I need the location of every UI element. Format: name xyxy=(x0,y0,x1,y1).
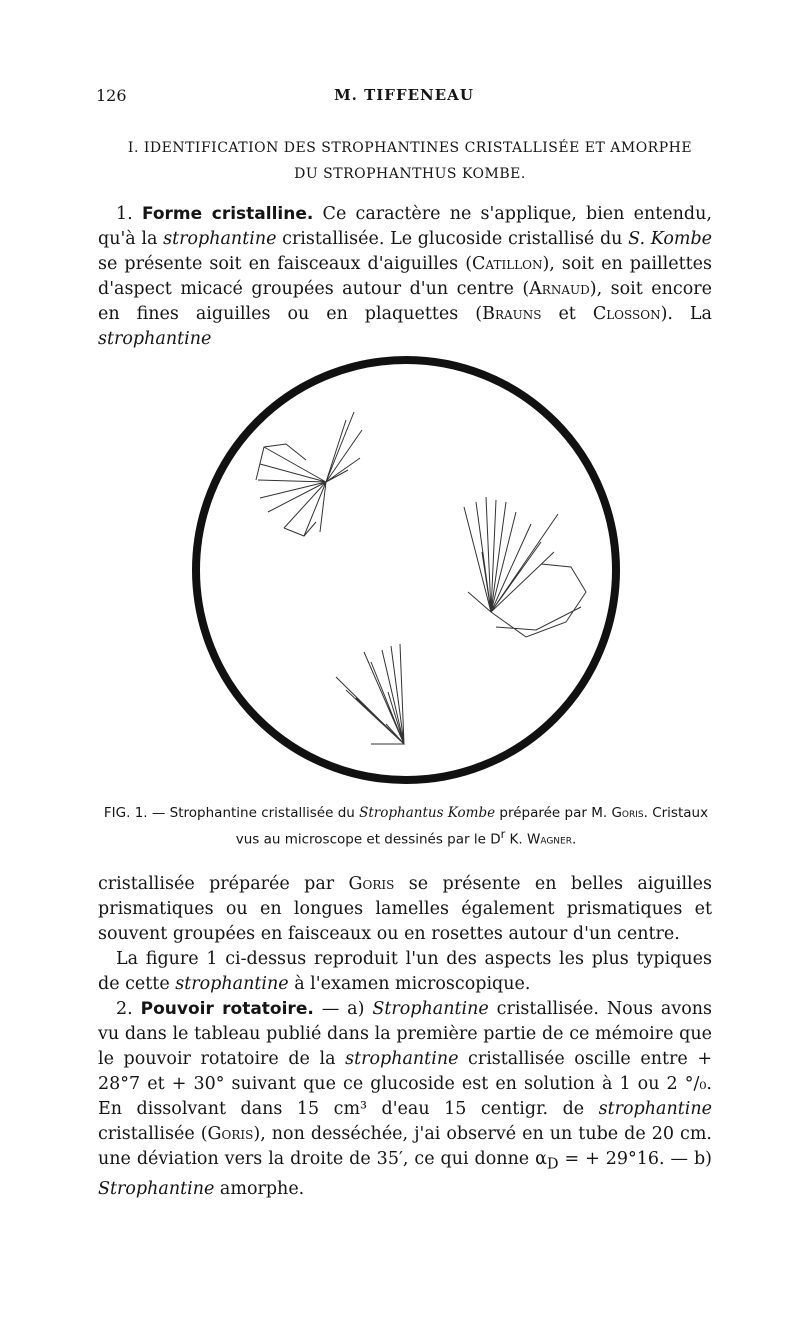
paragraph-forme-cristalline xyxy=(98,202,712,352)
italic-term: Strophantine xyxy=(98,1178,215,1199)
author-name: Brauns xyxy=(482,304,542,324)
paragraph-number: 1. xyxy=(116,204,133,224)
text-run: — a) xyxy=(313,999,373,1019)
italic-term: Strophantus Kombe xyxy=(359,805,496,821)
paragraph-heading: Forme cristalline. xyxy=(141,204,314,224)
author-name: Goris xyxy=(348,874,395,894)
italic-term: strophantine xyxy=(175,974,289,994)
text-run: cristallisée. Le glucoside cristallisé du xyxy=(276,229,629,249)
section-title-line-2: DU STROPHANTHUS KOMBE. xyxy=(294,166,526,182)
body-text xyxy=(98,872,712,1202)
subscript: D xyxy=(546,1155,559,1173)
text-run: . Cristaux vus au microscope et dessinés par le D xyxy=(235,805,709,848)
paragraph-figure-reference xyxy=(98,947,712,997)
author-name: Goris xyxy=(611,805,644,821)
text-run: = + 29°16. — b) xyxy=(558,1149,712,1169)
text-run: Ce caractère ne s'applique, bien entendu, qu'à la xyxy=(98,204,712,249)
text-run: ), non desséchée, j'ai observé en un tube de 20 cm. une déviation vers la droite de 35′, ce qui donne α xyxy=(98,1124,712,1169)
text-run: ), soit en paillettes d'aspect micacé groupées autour d'un centre ( xyxy=(98,254,712,299)
text-run: amorphe. xyxy=(214,1178,305,1199)
microscope-field-circle xyxy=(196,360,616,780)
author-name: Goris xyxy=(207,1124,254,1144)
text-run: . xyxy=(571,831,577,848)
text-run: et xyxy=(541,304,593,324)
figure-label: FIG. 1. — xyxy=(103,805,166,821)
paragraph-heading: Pouvoir rotatoire. xyxy=(140,999,314,1019)
italic-term: strophantine xyxy=(98,329,212,349)
italic-term: strophantine xyxy=(598,1099,712,1119)
paragraph-pouvoir-rotatoire xyxy=(98,997,712,1202)
author-name: Closson xyxy=(592,304,661,324)
text-run: cristallisée. Nous avons vu dans le tableau publié dans la première partie de ce mémoire que le pouvoir rotatoire de la xyxy=(98,999,712,1069)
figure-caption xyxy=(100,802,712,851)
author-name: Arnaud xyxy=(529,279,590,299)
italic-term: strophantine xyxy=(345,1049,459,1069)
author-name: Wagner xyxy=(526,831,572,848)
running-header xyxy=(96,86,712,108)
page-number: 126 xyxy=(96,86,127,105)
crystal-cluster-right xyxy=(464,497,586,637)
text-run: se présente en belles aiguilles prismatiques ou en longues lamelles également prismatiques et souvent groupées en faisceaux ou en rosettes autour d'un centre. xyxy=(98,874,712,944)
italic-term: S. Kombe xyxy=(628,229,713,249)
text-run: La figure 1 ci-dessus reproduit l'un des aspects les plus typiques de cette xyxy=(98,949,712,994)
text-run: se présente soit en faisceaux d'aiguilles ( xyxy=(98,254,473,274)
text-run: préparée par M. xyxy=(495,805,612,821)
microscope-figure xyxy=(186,352,626,792)
crystal-cluster-bottom xyxy=(336,644,404,744)
author-name: Catillon xyxy=(472,254,543,274)
text-run: ). La xyxy=(660,304,712,324)
crystal-cluster-top-left xyxy=(256,412,362,536)
superscript: r xyxy=(500,828,506,841)
paragraph-number: 2. xyxy=(116,999,133,1019)
section-title xyxy=(120,135,700,187)
text-run: K. xyxy=(505,831,527,848)
text-run: ), soit encore en fines aiguilles ou en plaquettes ( xyxy=(98,279,712,324)
section-title-line-1: I. IDENTIFICATION DES STROPHANTINES CRISTALLISÉE ET AMORPHE xyxy=(127,140,693,156)
text-run: à l'examen microscopique. xyxy=(288,974,531,994)
italic-term: Strophantine xyxy=(372,999,489,1019)
running-title: M. TIFFENEAU xyxy=(334,86,474,104)
text-run: cristallisée oscille entre + 28°7 et + 30° suivant que ce glucoside est en solution à 1 ou 2 °/₀. En dissolvant dans 15 cm³ d'eau 15 centigr. de xyxy=(98,1049,712,1119)
italic-term: strophantine xyxy=(163,229,277,249)
text-run: cristallisée préparée par xyxy=(98,874,349,894)
text-run: cristallisée ( xyxy=(98,1124,208,1144)
paragraph-continued xyxy=(98,872,712,947)
text-run: Strophantine cristallisée du xyxy=(165,805,360,821)
